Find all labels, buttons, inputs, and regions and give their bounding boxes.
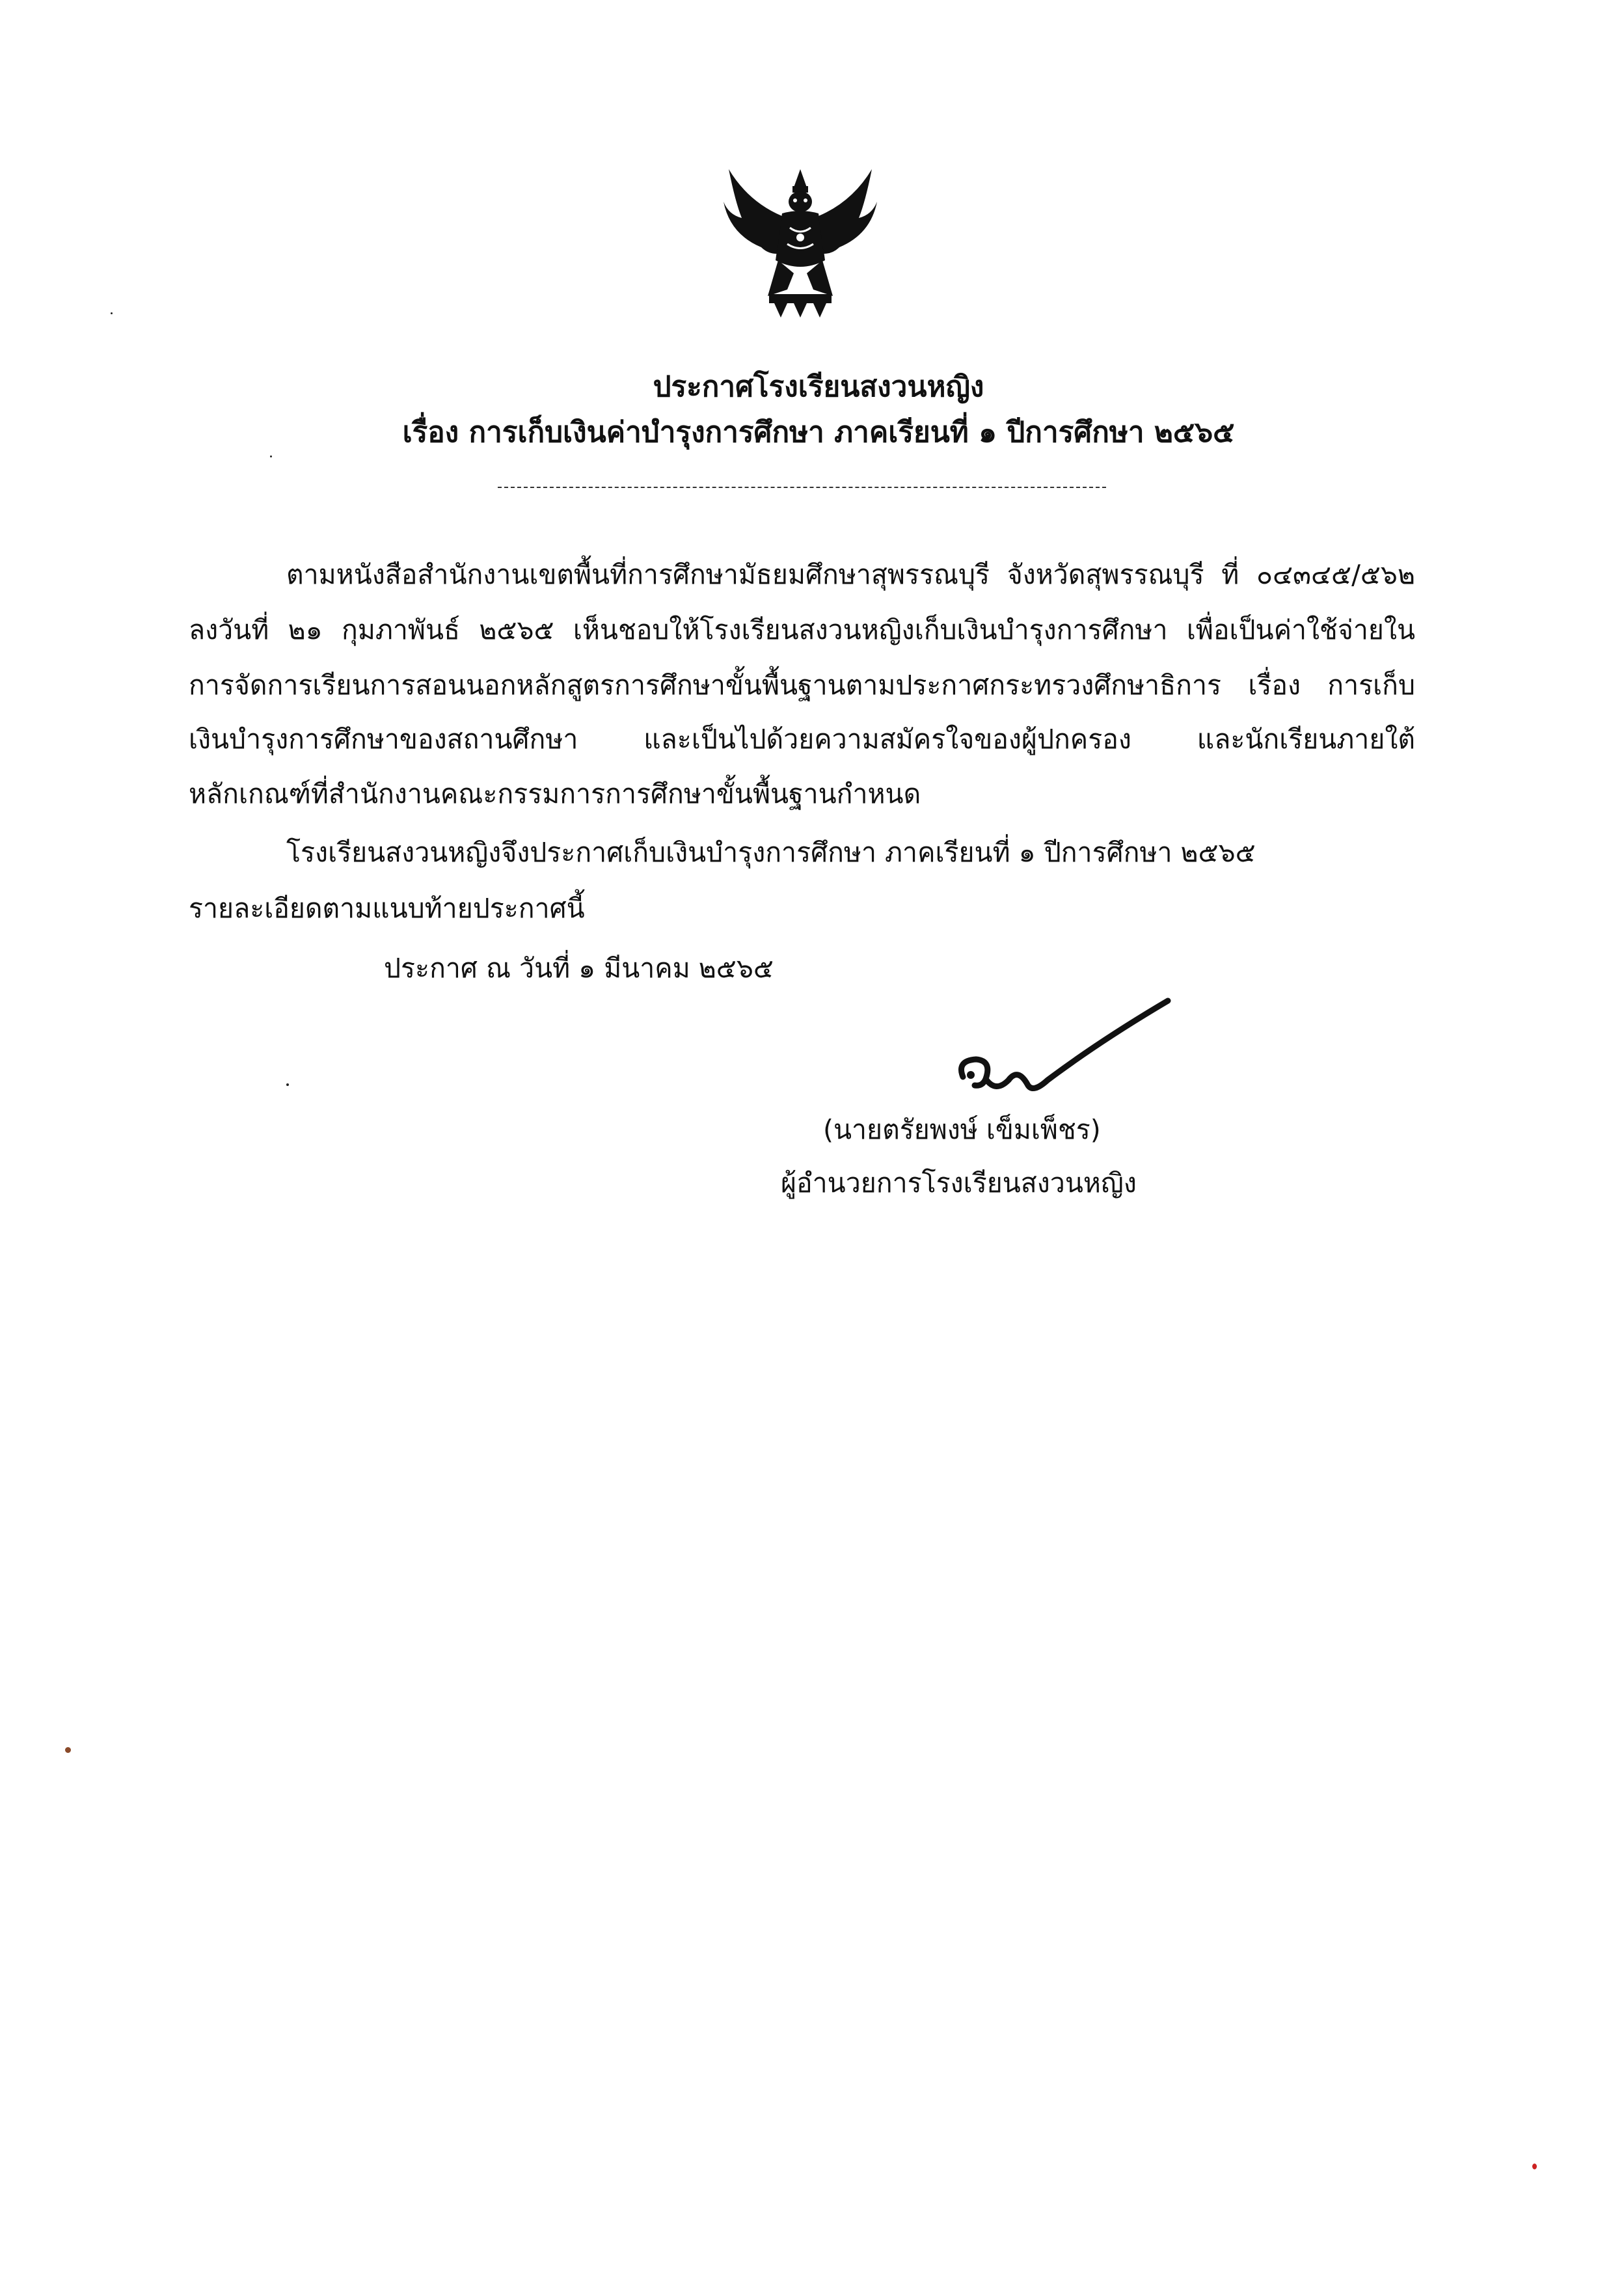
scan-speck — [1532, 2164, 1537, 2169]
handwritten-signature — [956, 989, 1171, 1119]
scan-speck — [65, 1747, 71, 1753]
garuda-emblem-icon — [722, 156, 878, 319]
paragraph-2-line-1: โรงเรียนสงวนหญิงจึงประกาศเก็บเงินบำรุงการศึกษา ภาคเรียนที่ ๑ ปีการศึกษา ๒๕๖๕ — [286, 837, 1256, 868]
signatory-name: (นายตรัยพงษ์ เข็มเพ็ชร) — [823, 1114, 1101, 1145]
scan-speck — [286, 1083, 289, 1086]
paragraph-1-line-4: เงินบำรุงการศึกษาของสถานศึกษา และเป็นไปด้วยความสมัครใจของผู้ปกครอง และนักเรียนภายใต้ — [189, 724, 1415, 755]
scan-speck — [111, 312, 113, 314]
paragraph-1-line-1: ตามหนังสือสำนักงานเขตพื้นที่การศึกษามัธยมศึกษาสุพรรณบุรี จังหวัดสุพรรณบุรี ที่ ๐๔๓๔๕/๕๖๒ — [286, 559, 1415, 590]
document-subject: เรื่อง การเก็บเงินค่าบำรุงการศึกษา ภาคเรียนที่ ๑ ปีการศึกษา ๒๕๖๕ — [402, 416, 1235, 449]
scan-speck — [270, 455, 272, 457]
title-divider — [498, 487, 1106, 488]
paragraph-2-line-2: รายละเอียดตามแนบท้ายประกาศนี้ — [189, 893, 585, 924]
paragraph-1-line-3: การจัดการเรียนการสอนนอกหลักสูตรการศึกษาขั้นพื้นฐานตามประกาศกระทรวงศึกษาธิการ เรื่อง การเก็บ — [189, 670, 1415, 701]
paragraph-1-line-2: ลงวันที่ ๒๑ กุมภาพันธ์ ๒๕๖๕ เห็นชอบให้โรงเรียนสงวนหญิงเก็บเงินบำรุงการศึกษา เพื่อเป็นค่าใช้จ่ายใน — [189, 614, 1415, 645]
document-title: ประกาศโรงเรียนสงวนหญิง — [653, 370, 984, 403]
announcement-date: ประกาศ ณ วันที่ ๑ มีนาคม ๒๕๖๕ — [384, 953, 774, 984]
paragraph-1-line-5: หลักเกณฑ์ที่สำนักงานคณะกรรมการการศึกษาขั้นพื้นฐานกำหนด — [189, 778, 921, 809]
signatory-position: ผู้อำนวยการโรงเรียนสงวนหญิง — [781, 1167, 1137, 1199]
